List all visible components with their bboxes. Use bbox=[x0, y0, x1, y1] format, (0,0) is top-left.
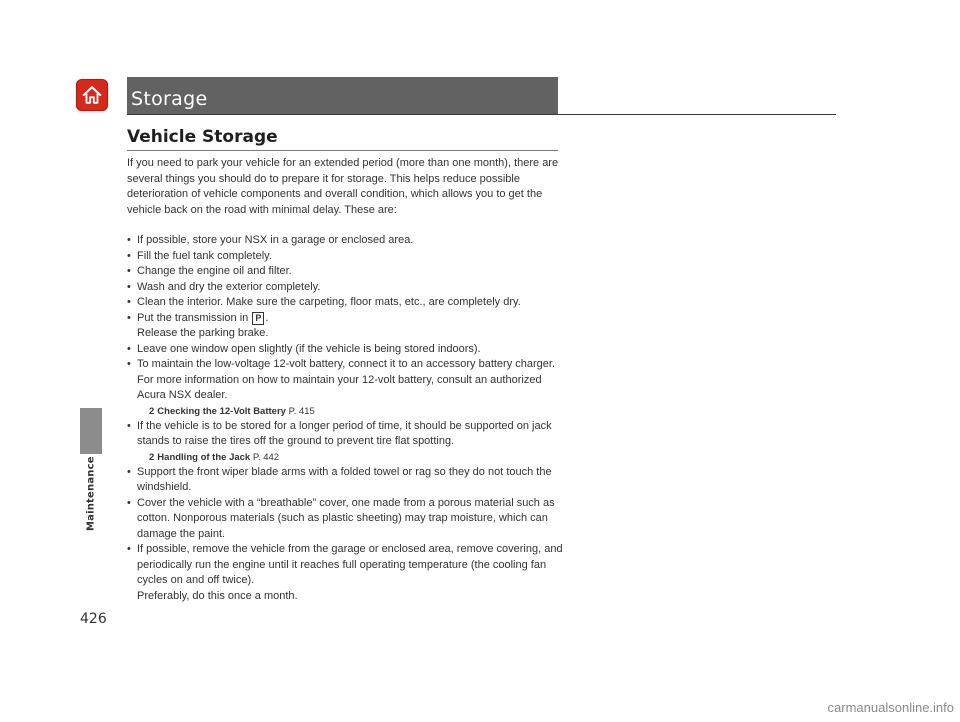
heading-divider bbox=[127, 150, 558, 151]
reference-arrow-icon: 2 bbox=[149, 451, 155, 463]
bullet-icon: • bbox=[127, 234, 131, 246]
item-text: If possible, remove the vehicle from the garage or enclosed area, remove covering, and periodically run the engine until it reaches full operating temperature (the cooling fan cycles on and off twice). bbox=[137, 543, 563, 586]
reference-arrow-icon: 2 bbox=[149, 405, 155, 417]
bullet-icon: • bbox=[127, 342, 131, 355]
list-item bbox=[127, 249, 563, 265]
list-item bbox=[127, 311, 563, 342]
item-text-end: . bbox=[265, 311, 269, 324]
home-button[interactable] bbox=[76, 79, 108, 111]
bullet-icon: • bbox=[127, 419, 131, 432]
page-heading: Vehicle Storage bbox=[127, 127, 278, 147]
list-item bbox=[127, 264, 563, 280]
item-text: Change the engine oil and filter. bbox=[137, 265, 292, 277]
reference-title: Handling of the Jack bbox=[157, 451, 251, 463]
list-item bbox=[127, 496, 563, 543]
list-item bbox=[127, 419, 563, 465]
reference-page: P. 415 bbox=[288, 405, 315, 417]
content-body bbox=[127, 156, 563, 604]
bullet-icon: • bbox=[127, 296, 131, 308]
item-subtext: Release the parking brake. bbox=[137, 327, 269, 339]
section-title: Storage bbox=[131, 88, 208, 110]
item-text: Cover the vehicle with a “breathable” cover, one made from a porous material such as cotton. Nonporous materials (such as plastic sheeting) may trap moisture, which can damage the paint. bbox=[137, 496, 555, 540]
bullet-icon: • bbox=[127, 496, 131, 509]
item-subtext: Preferably, do this once a month. bbox=[137, 589, 298, 602]
bullet-icon: • bbox=[127, 280, 131, 293]
chapter-tab[interactable] bbox=[80, 408, 102, 454]
cross-reference-link[interactable] bbox=[137, 451, 563, 465]
item-text: Clean the interior. Make sure the carpeting, floor mats, etc., are completely dry. bbox=[137, 296, 521, 308]
bullet-icon: • bbox=[127, 465, 131, 478]
intro-paragraph: If you need to park your vehicle for an extended period (more than one month), there are several things you should do to prepare it for storage. This helps reduce possible deterioration of vehicle components and overall condition, which allows you to get the vehicle back on the road with minimal delay. These are: bbox=[127, 157, 559, 216]
reference-page: P. 442 bbox=[252, 451, 280, 463]
home-icon bbox=[81, 84, 103, 106]
item-text: Wash and dry the exterior completely. bbox=[137, 280, 321, 293]
list-item bbox=[127, 233, 563, 249]
item-text: If possible, store your NSX in a garage or enclosed area. bbox=[137, 234, 414, 246]
list-item bbox=[127, 357, 563, 419]
list-item bbox=[127, 465, 563, 496]
item-text: Fill the fuel tank completely. bbox=[137, 249, 272, 262]
item-text: Put the transmission in bbox=[137, 311, 249, 324]
gear-key-badge: P bbox=[252, 312, 264, 325]
bullet-icon: • bbox=[127, 249, 131, 262]
item-text: If the vehicle is to be stored for a longer period of time, it should be supported on jack stands to raise the tires off the ground to prevent tire flat spotting. bbox=[137, 419, 552, 447]
bullet-icon: • bbox=[127, 358, 131, 370]
bullet-icon: • bbox=[127, 265, 131, 277]
item-text: To maintain the low-voltage 12-volt battery, connect it to an accessory battery charger. For more information on how to maintain your 12-volt battery, consult an authorized Acura NSX dealer. bbox=[137, 358, 556, 401]
storage-steps-list bbox=[127, 233, 563, 604]
list-item bbox=[127, 295, 563, 311]
cross-reference-link[interactable] bbox=[137, 405, 563, 419]
chapter-label: Maintenance bbox=[85, 456, 97, 531]
page-number: 426 bbox=[80, 611, 107, 627]
list-item bbox=[127, 342, 563, 358]
item-text: Support the front wiper blade arms with a folded towel or rag so they do not touch the windshield. bbox=[137, 465, 552, 493]
bullet-icon: • bbox=[127, 311, 131, 324]
list-item bbox=[127, 280, 563, 296]
section-divider bbox=[127, 114, 836, 115]
list-item bbox=[127, 542, 563, 604]
watermark: carmanualsonline.info bbox=[827, 700, 954, 715]
item-text: Leave one window open slightly (if the vehicle is being stored indoors). bbox=[137, 342, 481, 355]
reference-title: Checking the 12-Volt Battery bbox=[157, 405, 286, 417]
bullet-icon: • bbox=[127, 543, 131, 555]
